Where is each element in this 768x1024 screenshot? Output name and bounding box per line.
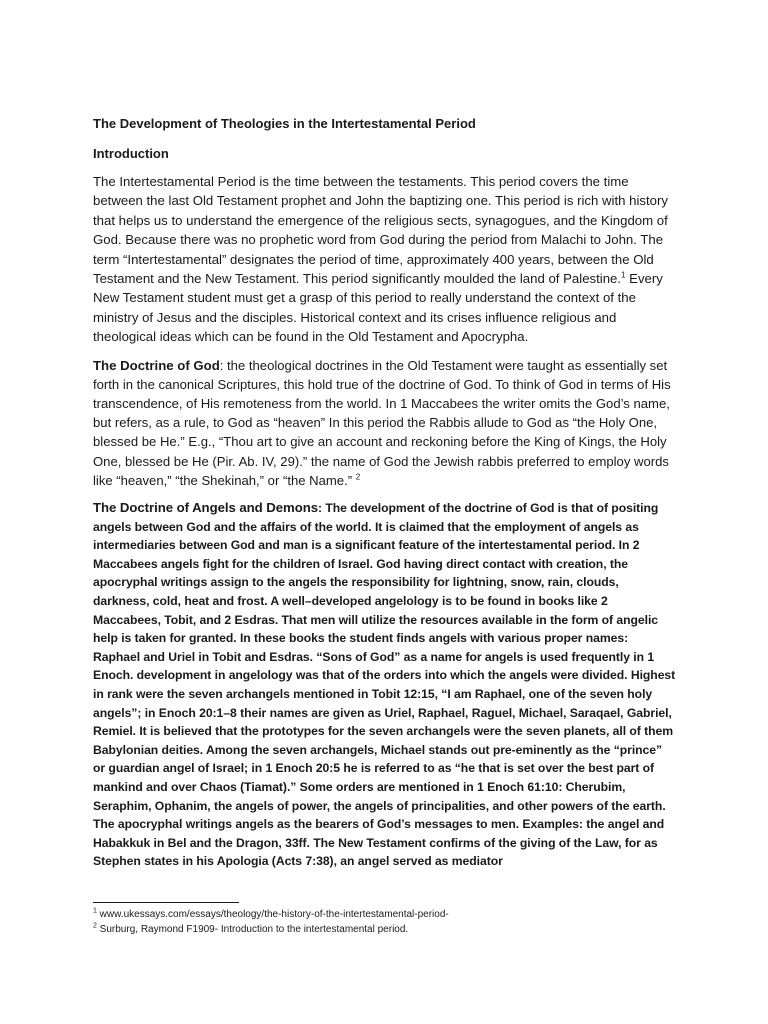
footnote-ref-1[interactable]: 1 <box>621 270 626 280</box>
footnote-2-text: Surburg, Raymond F1909- Introduction to the intertestamental period. <box>96 924 409 935</box>
footnote-1-number: 1 <box>93 907 97 915</box>
footnote-1-text[interactable]: www.ukessays.com/essays/theology/the-history-of-the-intertestamental-period- <box>96 909 449 920</box>
doctrine-of-angels-paragraph <box>93 499 677 871</box>
footnote-2 <box>93 922 677 937</box>
doctrine-of-god-text: : the theological doctrines in the Old Testament were taught as essentially set forth in the canonical Scriptures, this hold true of the doctrine of God. To think of God in terms of His transcendence, of His remoteness from the world. In 1 Maccabees the writer omits the God’s name, but refers, as a rule, to God as “heaven” In this period the Rabbis allude to God as “the Holy One, blessed be He.” E.g., “Thou art to give an account and reckoning before the King of Kings, the Holy One, blessed be He (Pir. Ab. IV, 29).” the name of God the Jewish rabbis preferred to employ words like “heaven,” “the Shekinah,” or “the Name.” <box>93 357 671 488</box>
document-body <box>93 114 677 880</box>
introduction-text-a: The Intertestamental Period is the time between the testaments. This period covers the time between the last Old Testament prophet and John the baptizing one. This period is rich with history that helps us to understand the emergence of the religious sects, synagogues, and the Kingdom of God. Because there was no prophetic word from God during the period from Malachi to John. The term “Intertestamental” designates the period of time, approximately 400 years, between the Old Testament and the New Testament. This period significantly moulded the land of Palestine. <box>93 174 668 287</box>
doctrine-of-god-paragraph <box>93 356 677 490</box>
footnote-2-number: 2 <box>93 922 97 930</box>
footnotes <box>93 902 677 937</box>
doctrine-of-angels-heading: The Doctrine of Angels and Demons <box>93 500 319 516</box>
introduction-text-b: Every New Testament student must get a grasp of this period to really understand the context of the ministry of Jesus and the disciples. Historical context and its crises influence religious and theological ideas which can be found in the Old Testament and Apocrypha. <box>93 271 663 345</box>
doctrine-of-god-heading: The Doctrine of God <box>93 357 220 373</box>
doctrine-of-angels-text: : The development of the doctrine of God is that of positing angels between God and the affairs of the world. It is claimed that the employment of angels as intermediaries between God and man is a significant feature of the intertestamental period. In 2 Maccabees angels fight for the children of Israel. God having direct contact with creation, the apocryphal writings assign to the angels the responsibility for lightning, snow, rain, clouds, darkness, cold, heat and frost. A well–developed angelology is to be found in books like 2 Maccabees, Tobit, and 2 Esdras. That men will utilize the resources available in the form of angelic help is taken for granted. In these books the student finds angels with various proper names: Raphael and Uriel in Tobit and Esdras. “Sons of God” as a name for angels is used frequently in 1 Enoch. development in angelology was that of the orders into which the angels were divided. Highest in rank were the seven archangels mentioned in Tobit 12:15, “I am Raphael, one of the seven holy angels”; in Enoch 20:1–8 their names are given as Uriel, Raphael, Raguel, Michael, Saraqael, Gabriel, Remiel. It is believed that the prototypes for the seven archangels were the seven planets, all of them Babylonian deities. Among the seven archangels, Michael stands out pre-eminently as the “prince” or guardian angel of Israel; in 1 Enoch 20:5 he is referred to as “he that is set over the best part of mankind and over Chaos (Tiamat).” Some orders are mentioned in 1 Enoch 61:10: Cherubim, Seraphim, Ophanim, the angels of power, the angels of principalities, and other powers of the earth. The apocryphal writings angels as the bearers of God’s messages to men. Examples: the angel and Habakkuk in Bel and the Dragon, 33ff. The New Testament confirms of the giving of the Law, for as Stephen states in his Apologia (Acts 7:38), an angel served as mediator <box>93 501 676 869</box>
footnote-1 <box>93 907 677 922</box>
introduction-heading: Introduction <box>93 146 169 161</box>
introduction-paragraph <box>93 172 677 347</box>
footnote-separator <box>93 902 239 903</box>
footnote-ref-2[interactable]: 2 <box>355 472 361 482</box>
document-title: The Development of Theologies in the Intertestamental Period <box>93 116 476 131</box>
